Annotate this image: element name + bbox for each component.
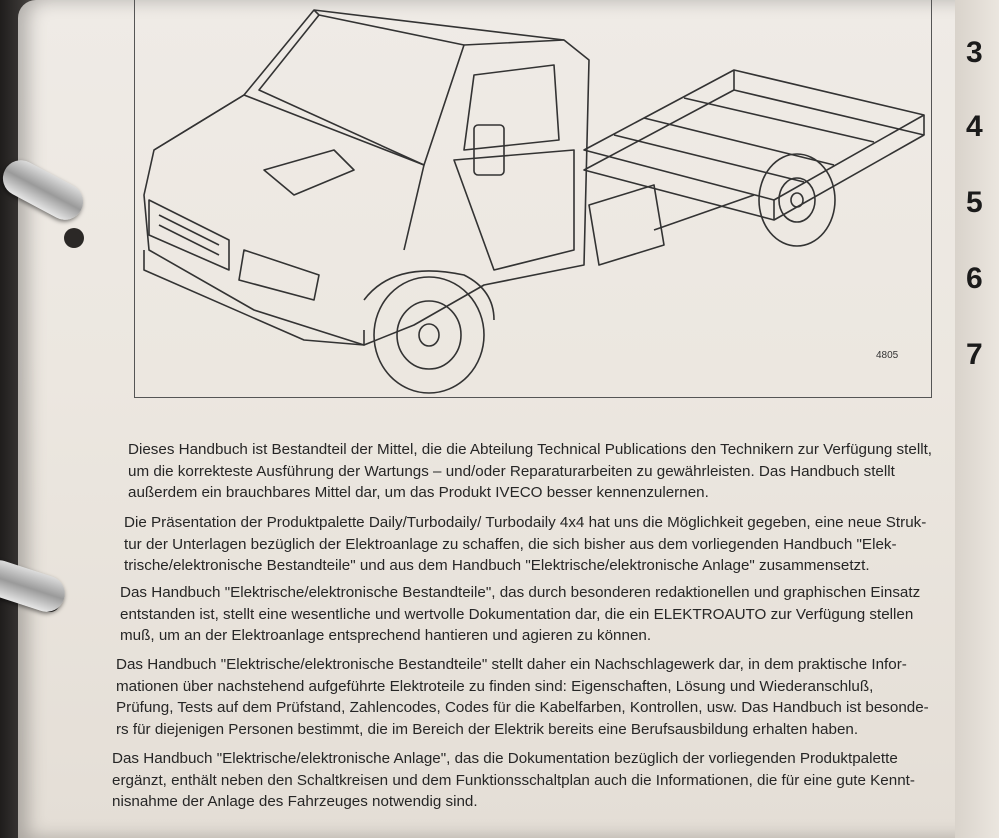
section-tab-3[interactable]: 3 bbox=[966, 36, 983, 69]
section-tab-5[interactable]: 5 bbox=[966, 186, 983, 219]
paragraph-line: Das Handbuch "Elektrische/elektronische Bestandteile" stellt daher ein Nachschlagewerk dar, in dem praktische Infor- bbox=[116, 656, 907, 673]
paragraph-line: entstanden ist, stellt eine wesentliche und wertvolle Dokumentation dar, die ein ELEKTROAUTO zur Verfügung stellen bbox=[120, 605, 914, 623]
paragraph-line: tur der Unterlagen bezüglich der Elektroanlage zu schaffen, die sich bisher aus dem vorliegenden Handbuch "Elek- bbox=[124, 535, 897, 553]
paragraph-line: Die Präsentation der Produktpalette Daily/Turbodaily/ Turbodaily 4x4 hat uns die Möglichkeit gegeben, eine neue Struk- bbox=[124, 514, 927, 531]
paragraph-line: mationen über nachstehend aufgeführte Elektroteile zu finden sind: Eigenschaften, Lösung und Wiederanschluß, bbox=[116, 677, 874, 695]
paragraph-5 bbox=[112, 748, 915, 813]
paragraph-line: Das Handbuch "Elektrische/elektronische Bestandteile", das durch besonderen redaktionellen und graphischen Einsatz bbox=[120, 584, 921, 601]
paragraph-1 bbox=[128, 439, 932, 504]
section-tab-7[interactable]: 7 bbox=[966, 338, 983, 371]
paragraph-line: nisnahme der Anlage des Fahrzeuges notwendig sind. bbox=[112, 793, 478, 810]
paragraph-line: rs für diejenigen Personen bestimmt, die im Bereich der Elektrik bereits eine Berufsausbildung erhalten haben. bbox=[116, 720, 859, 738]
paragraph-line: muß, um an der Elektroanlage entsprechend hantieren und agieren zu können. bbox=[120, 627, 652, 644]
section-tab-6[interactable]: 6 bbox=[966, 262, 983, 295]
paragraph-line: außerdem ein brauchbares Mittel dar, um das Produkt IVECO besser kennenzulernen. bbox=[128, 484, 709, 501]
paragraph-line: um die korrekteste Ausführung der Wartungs – und/oder Reparaturarbeiten zu gewährleisten. Das Handbuch stellt bbox=[128, 462, 895, 480]
truck-chassis-illustration bbox=[134, 0, 930, 396]
paragraph-4 bbox=[116, 654, 929, 740]
paragraph-line: Prüfung, Tests auf dem Prüfstand, Zahlencodes, Codes für die Kabelfarben, Kontrollen, usw. Das Handbuch ist besonde- bbox=[116, 699, 929, 716]
section-tab-4[interactable]: 4 bbox=[966, 110, 983, 143]
paragraph-line: trische/elektronische Bestandteile" und aus dem Handbuch "Elektrische/elektronische Anlage" zusammensetzt. bbox=[124, 557, 870, 574]
paragraph-line: Dieses Handbuch ist Bestandteil der Mittel, die die Abteilung Technical Publications den Technikern zur Verfügung stellt, bbox=[128, 441, 933, 458]
paragraph-3 bbox=[120, 582, 920, 647]
figure-number: 4805 bbox=[876, 350, 899, 361]
paragraph-line: ergänzt, enthält neben den Schaltkreisen und dem Funktionsschaltplan auch die Informationen, die für eine gute Kennt- bbox=[112, 771, 915, 789]
paragraph-line: Das Handbuch "Elektrische/elektronische Anlage", das die Dokumentation bezüglich der vorliegenden Produktpalette bbox=[112, 750, 898, 767]
paragraph-2 bbox=[124, 512, 926, 577]
punch-hole-upper bbox=[64, 228, 84, 248]
